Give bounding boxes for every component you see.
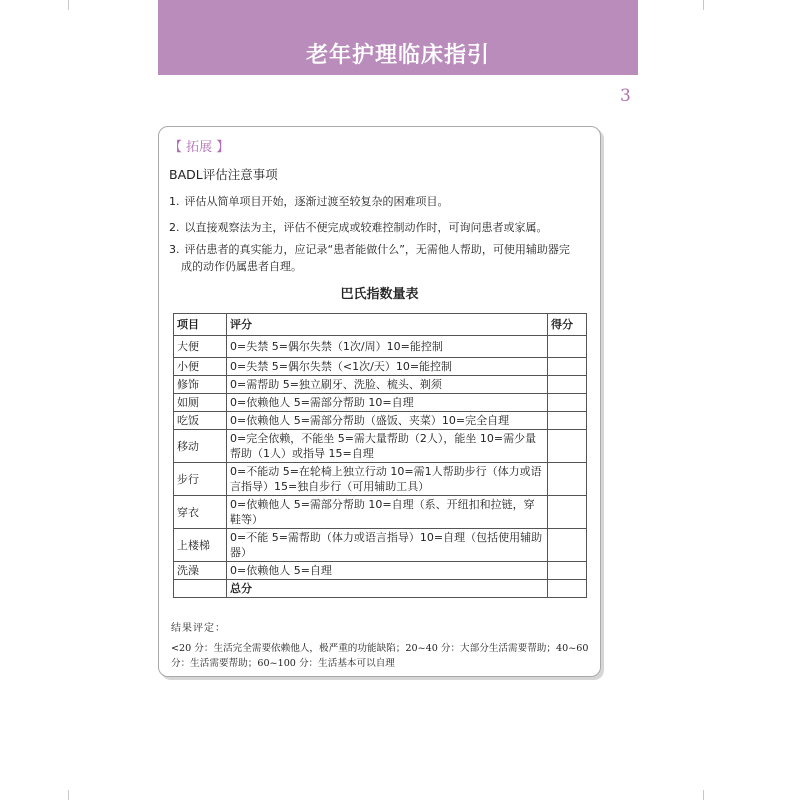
score-cell (548, 496, 587, 529)
table-title: 巴氏指数量表 (340, 287, 419, 302)
result-title: 结果评定： (171, 623, 226, 634)
total-score-cell (548, 580, 587, 598)
total-label: 总分 (227, 580, 548, 598)
item-cell: 穿衣 (174, 496, 227, 529)
score-cell (548, 336, 587, 358)
sub-heading: BADL评估注意事项 (169, 167, 278, 182)
table-row (174, 463, 587, 496)
table-row (174, 336, 587, 358)
total-row (174, 580, 587, 598)
note-text: 以直接观察法为主，评估不便完成或较难控制动作时，可询问患者或家属。 (184, 221, 548, 234)
score-cell (548, 430, 587, 463)
result-text: <20 分：生活完全需要依赖他人，极严重的功能缺陷；20~40 分：大部分生活需要帮助；40~60 分：生活需要帮助；60~100 分：生活基本可以自理 (171, 643, 589, 669)
table-row (174, 529, 587, 562)
table-header-row (174, 314, 587, 336)
rating-cell: 0=不能动 5=在轮椅上独立行动 10=需1人帮助步行（体力或语言指导）15=独自步行（可用辅助工具） (227, 463, 548, 496)
item-cell: 吃饭 (174, 412, 227, 430)
rating-cell: 0=依赖他人 5=自理 (227, 562, 548, 580)
rating-cell: 0=依赖他人 5=需部分帮助（盛饭、夹菜）10=完全自理 (227, 412, 548, 430)
note-number: 2. (169, 221, 180, 234)
item-cell: 小便 (174, 358, 227, 376)
score-cell (548, 376, 587, 394)
score-cell (548, 529, 587, 562)
item-cell: 步行 (174, 463, 227, 496)
item-cell: 上楼梯 (174, 529, 227, 562)
item-cell: 移动 (174, 430, 227, 463)
crop-mark (703, 0, 704, 10)
table-row (174, 376, 587, 394)
table-row (174, 412, 587, 430)
crop-mark (68, 0, 69, 10)
score-cell (548, 463, 587, 496)
column-header-score: 得分 (548, 314, 587, 336)
rating-cell: 0=依赖他人 5=需部分帮助 10=自理 (227, 394, 548, 412)
barthel-index-table (173, 313, 587, 598)
header-band (158, 0, 638, 75)
note-text: 评估从简单项目开始，逐渐过渡至较复杂的困难项目。 (184, 195, 449, 208)
rating-cell: 0=依赖他人 5=需部分帮助 10=自理（系、开纽扣和拉链，穿鞋等） (227, 496, 548, 529)
score-cell (548, 412, 587, 430)
table-row (174, 394, 587, 412)
note-number: 1. (169, 195, 180, 208)
note-item (169, 193, 579, 210)
rating-cell: 0=失禁 5=偶尔失禁（1次/周）10=能控制 (227, 336, 548, 358)
table-row (174, 430, 587, 463)
total-item-cell (174, 580, 227, 598)
expand-label: 【 拓展 】 (169, 140, 230, 155)
page-header-title: 老年护理临床指引 (305, 43, 490, 68)
table-row (174, 562, 587, 580)
item-cell: 修饰 (174, 376, 227, 394)
rating-cell: 0=需帮助 5=独立刷牙、洗脸、梳头、剃须 (227, 376, 548, 394)
rating-cell: 0=不能 5=需帮助（体力或语言指导）10=自理（包括使用辅助器） (227, 529, 548, 562)
note-item (169, 241, 579, 275)
page-number: 3 (620, 86, 631, 106)
rating-cell: 0=失禁 5=偶尔失禁（<1次/天）10=能控制 (227, 358, 548, 376)
item-cell: 大便 (174, 336, 227, 358)
item-cell: 如厕 (174, 394, 227, 412)
column-header-rating: 评分 (227, 314, 548, 336)
note-number: 3. (169, 243, 180, 256)
table-row (174, 358, 587, 376)
note-text-continued: 成的动作仍属患者自理。 (181, 260, 302, 273)
score-cell (548, 394, 587, 412)
score-cell (548, 358, 587, 376)
rating-cell: 0=完全依赖，不能坐 5=需大量帮助（2人），能坐 10=需少量帮助（1人）或指导 15=自理 (227, 430, 548, 463)
table-row (174, 496, 587, 529)
expansion-box (158, 126, 601, 677)
crop-mark (68, 790, 69, 800)
note-item (169, 219, 579, 236)
note-text: 评估患者的真实能力，应记录“患者能做什么”，无需他人帮助，可使用辅助器完 (184, 243, 570, 256)
score-cell (548, 562, 587, 580)
item-cell: 洗澡 (174, 562, 227, 580)
crop-mark (703, 790, 704, 800)
column-header-item: 项目 (174, 314, 227, 336)
